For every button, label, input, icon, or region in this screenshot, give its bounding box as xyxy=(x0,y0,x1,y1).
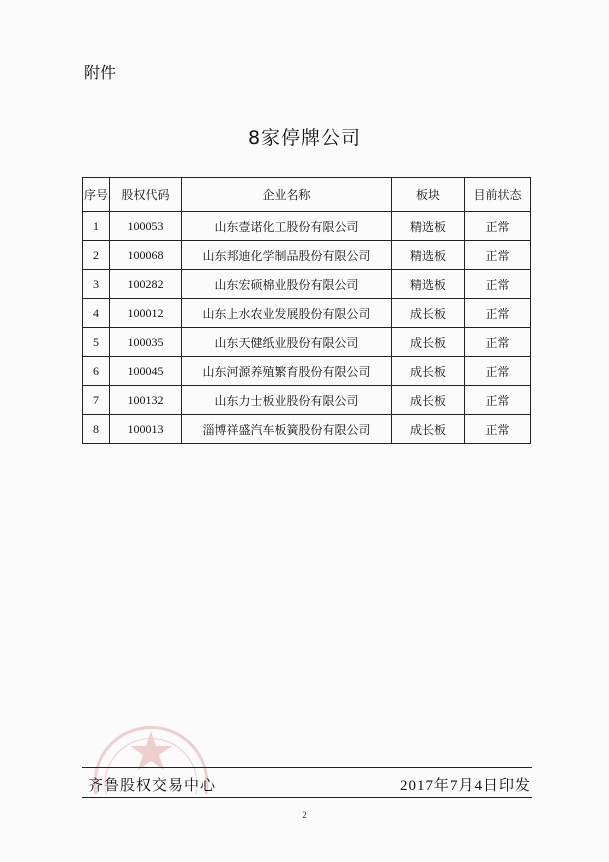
row-status: 正常 xyxy=(465,357,531,386)
table-row xyxy=(83,270,531,299)
row-index: 1 xyxy=(83,212,110,241)
table-row xyxy=(83,386,531,415)
table-header-row xyxy=(83,178,531,212)
header-index: 序号 xyxy=(83,178,110,212)
row-index: 3 xyxy=(83,270,110,299)
row-company-name: 淄博祥盛汽车板簧股份有限公司 xyxy=(182,415,392,444)
row-company-name: 山东力士板业股份有限公司 xyxy=(182,386,392,415)
row-board: 成长板 xyxy=(392,357,465,386)
row-code: 100035 xyxy=(110,328,182,357)
row-company-name: 山东邦迪化学制品股份有限公司 xyxy=(182,241,392,270)
table-row xyxy=(83,357,531,386)
row-board: 精选板 xyxy=(392,270,465,299)
row-board: 成长板 xyxy=(392,386,465,415)
page-title: 8家停牌公司 xyxy=(247,127,362,149)
row-status: 正常 xyxy=(465,386,531,415)
row-index: 7 xyxy=(83,386,110,415)
row-status: 正常 xyxy=(465,270,531,299)
row-code: 100132 xyxy=(110,386,182,415)
footer-top-rule xyxy=(82,767,532,768)
header-code: 股权代码 xyxy=(110,178,182,212)
row-board: 成长板 xyxy=(392,299,465,328)
issue-date: 2017年7月4日印发 xyxy=(399,778,531,794)
header-board: 板块 xyxy=(392,178,465,212)
row-board: 精选板 xyxy=(392,241,465,270)
row-index: 2 xyxy=(83,241,110,270)
row-status: 正常 xyxy=(465,299,531,328)
page-number: 2 xyxy=(302,810,307,820)
row-code: 100012 xyxy=(110,299,182,328)
row-board: 成长板 xyxy=(392,415,465,444)
table-row xyxy=(83,299,531,328)
row-code: 100013 xyxy=(110,415,182,444)
table-row xyxy=(83,241,531,270)
row-status: 正常 xyxy=(465,328,531,357)
row-board: 成长板 xyxy=(392,328,465,357)
suspended-companies-table xyxy=(82,177,531,444)
row-status: 正常 xyxy=(465,212,531,241)
table-row xyxy=(83,328,531,357)
row-code: 100053 xyxy=(110,212,182,241)
row-company-name: 山东上水农业发展股份有限公司 xyxy=(182,299,392,328)
row-company-name: 山东天健纸业股份有限公司 xyxy=(182,328,392,357)
row-company-name: 山东宏硕棉业股份有限公司 xyxy=(182,270,392,299)
row-index: 6 xyxy=(83,357,110,386)
row-status: 正常 xyxy=(465,241,531,270)
table-row xyxy=(83,212,531,241)
row-code: 100282 xyxy=(110,270,182,299)
header-status: 目前状态 xyxy=(465,178,531,212)
row-company-name: 山东壹诺化工股份有限公司 xyxy=(182,212,392,241)
row-status: 正常 xyxy=(465,415,531,444)
table-row xyxy=(83,415,531,444)
row-index: 4 xyxy=(83,299,110,328)
row-company-name: 山东河源养殖繁育股份有限公司 xyxy=(182,357,392,386)
row-code: 100045 xyxy=(110,357,182,386)
row-code: 100068 xyxy=(110,241,182,270)
row-board: 精选板 xyxy=(392,212,465,241)
row-index: 8 xyxy=(83,415,110,444)
issuer-name: 齐鲁股权交易中心 xyxy=(88,776,217,794)
attachment-label: 附件 xyxy=(84,63,117,82)
row-index: 5 xyxy=(83,328,110,357)
footer-bottom-rule xyxy=(82,797,532,798)
header-company-name: 企业名称 xyxy=(182,178,392,212)
